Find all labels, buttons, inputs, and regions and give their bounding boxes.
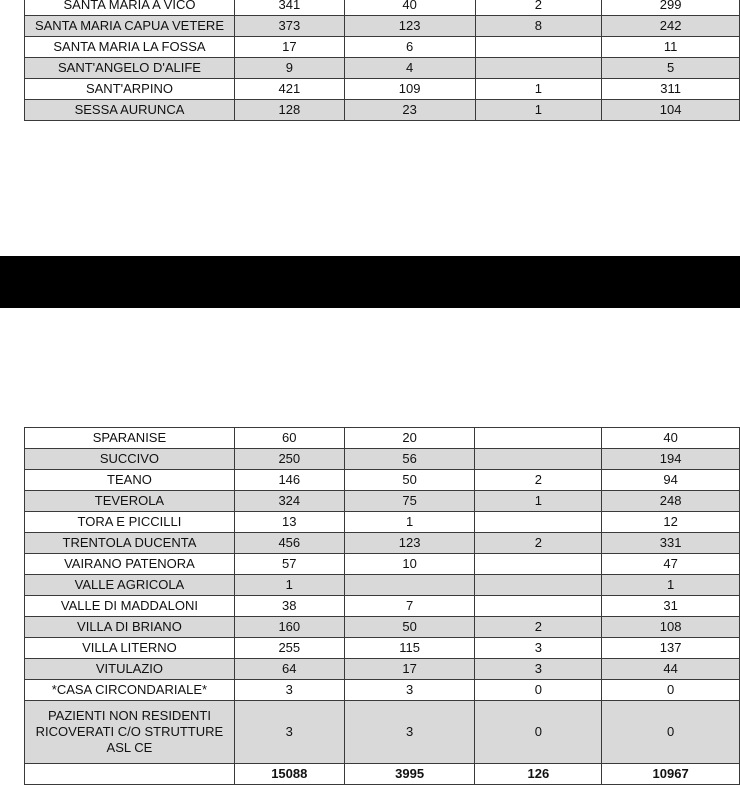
municipality-cell: SANTA MARIA LA FOSSA <box>25 37 235 58</box>
value-cell: 456 <box>234 533 344 554</box>
value-cell: 40 <box>602 428 740 449</box>
value-cell: 255 <box>234 638 344 659</box>
municipality-cell: VILLA LITERNO <box>25 638 235 659</box>
municipality-cell: *CASA CIRCONDARIALE* <box>25 680 235 701</box>
value-cell: 17 <box>344 659 475 680</box>
value-cell: 1 <box>475 491 602 512</box>
value-cell: 17 <box>234 37 344 58</box>
value-cell: 373 <box>234 16 344 37</box>
value-cell: 40 <box>344 0 475 16</box>
table-row <box>25 58 740 79</box>
value-cell: 3 <box>344 701 475 764</box>
value-cell: 31 <box>602 596 740 617</box>
value-cell <box>475 512 602 533</box>
table-row <box>25 617 740 638</box>
table-row <box>25 37 740 58</box>
value-cell: 0 <box>602 680 740 701</box>
top-table <box>24 0 740 121</box>
municipality-cell: SESSA AURUNCA <box>25 100 235 121</box>
value-cell: 9 <box>234 58 344 79</box>
value-cell: 123 <box>344 16 475 37</box>
value-cell: 0 <box>602 701 740 764</box>
municipality-cell: VITULAZIO <box>25 659 235 680</box>
municipality-cell: SANTA MARIA CAPUA VETERE <box>25 16 235 37</box>
value-cell: 146 <box>234 470 344 491</box>
value-cell: 7 <box>344 596 475 617</box>
table-row <box>25 491 740 512</box>
value-cell: 3 <box>234 680 344 701</box>
municipality-cell: SPARANISE <box>25 428 235 449</box>
total-value-cell: 15088 <box>234 764 344 785</box>
municipality-cell: VALLE DI MADDALONI <box>25 596 235 617</box>
value-cell: 0 <box>475 701 602 764</box>
value-cell <box>475 596 602 617</box>
value-cell: 242 <box>602 16 740 37</box>
value-cell: 1 <box>475 79 602 100</box>
table-row <box>25 79 740 100</box>
value-cell: 104 <box>602 100 740 121</box>
municipality-cell: SUCCIVO <box>25 449 235 470</box>
value-cell: 44 <box>602 659 740 680</box>
table-row <box>25 596 740 617</box>
value-cell: 57 <box>234 554 344 575</box>
value-cell: 60 <box>234 428 344 449</box>
total-value-cell: 126 <box>475 764 602 785</box>
value-cell: 1 <box>475 100 602 121</box>
value-cell <box>475 554 602 575</box>
value-cell: 109 <box>344 79 475 100</box>
value-cell: 64 <box>234 659 344 680</box>
table-row <box>25 680 740 701</box>
table-row <box>25 533 740 554</box>
redaction-band <box>0 256 740 308</box>
value-cell: 299 <box>602 0 740 16</box>
table-row <box>25 0 740 16</box>
municipality-cell: PAZIENTI NON RESIDENTI RICOVERATI C/O STRUTTURE ASL CE <box>25 701 235 764</box>
table-row <box>25 428 740 449</box>
value-cell <box>475 575 602 596</box>
table-row <box>25 575 740 596</box>
value-cell: 324 <box>234 491 344 512</box>
value-cell <box>475 449 602 470</box>
value-cell: 94 <box>602 470 740 491</box>
table-row <box>25 638 740 659</box>
table-row <box>25 470 740 491</box>
total-value-cell: 10967 <box>602 764 740 785</box>
value-cell: 75 <box>344 491 475 512</box>
value-cell: 115 <box>344 638 475 659</box>
municipality-cell: SANT'ANGELO D'ALIFE <box>25 58 235 79</box>
bottom-table <box>24 427 740 785</box>
value-cell <box>475 37 602 58</box>
table-row <box>25 100 740 121</box>
value-cell: 1 <box>344 512 475 533</box>
municipality-cell: VALLE AGRICOLA <box>25 575 235 596</box>
value-cell: 2 <box>475 470 602 491</box>
value-cell: 56 <box>344 449 475 470</box>
value-cell <box>344 575 475 596</box>
value-cell <box>475 58 602 79</box>
municipality-cell: SANT'ARPINO <box>25 79 235 100</box>
table-row <box>25 554 740 575</box>
value-cell: 3 <box>234 701 344 764</box>
value-cell: 250 <box>234 449 344 470</box>
value-cell: 5 <box>602 58 740 79</box>
value-cell: 2 <box>475 0 602 16</box>
value-cell <box>475 428 602 449</box>
value-cell: 128 <box>234 100 344 121</box>
value-cell: 20 <box>344 428 475 449</box>
value-cell: 4 <box>344 58 475 79</box>
value-cell: 47 <box>602 554 740 575</box>
table-row <box>25 701 740 764</box>
municipality-cell: VILLA DI BRIANO <box>25 617 235 638</box>
value-cell: 248 <box>602 491 740 512</box>
municipality-cell: VAIRANO PATENORA <box>25 554 235 575</box>
value-cell: 3 <box>475 638 602 659</box>
value-cell: 341 <box>234 0 344 16</box>
value-cell: 311 <box>602 79 740 100</box>
value-cell: 331 <box>602 533 740 554</box>
value-cell: 50 <box>344 617 475 638</box>
totals-row <box>25 764 740 785</box>
table-row <box>25 659 740 680</box>
value-cell: 12 <box>602 512 740 533</box>
value-cell: 2 <box>475 617 602 638</box>
value-cell: 6 <box>344 37 475 58</box>
table-row <box>25 449 740 470</box>
table-row <box>25 16 740 37</box>
value-cell: 11 <box>602 37 740 58</box>
value-cell: 50 <box>344 470 475 491</box>
value-cell: 23 <box>344 100 475 121</box>
value-cell: 3 <box>475 659 602 680</box>
value-cell: 137 <box>602 638 740 659</box>
value-cell: 421 <box>234 79 344 100</box>
value-cell: 194 <box>602 449 740 470</box>
municipality-cell: SANTA MARIA A VICO <box>25 0 235 16</box>
value-cell: 1 <box>234 575 344 596</box>
value-cell: 160 <box>234 617 344 638</box>
municipality-cell: TORA E PICCILLI <box>25 512 235 533</box>
value-cell: 123 <box>344 533 475 554</box>
table-row <box>25 512 740 533</box>
value-cell: 38 <box>234 596 344 617</box>
value-cell: 2 <box>475 533 602 554</box>
value-cell: 13 <box>234 512 344 533</box>
value-cell: 108 <box>602 617 740 638</box>
value-cell: 0 <box>475 680 602 701</box>
municipality-cell: TEANO <box>25 470 235 491</box>
value-cell: 3 <box>344 680 475 701</box>
value-cell: 1 <box>602 575 740 596</box>
totals-label-cell <box>25 764 235 785</box>
value-cell: 8 <box>475 16 602 37</box>
municipality-cell: TEVEROLA <box>25 491 235 512</box>
value-cell: 10 <box>344 554 475 575</box>
total-value-cell: 3995 <box>344 764 475 785</box>
municipality-cell: TRENTOLA DUCENTA <box>25 533 235 554</box>
